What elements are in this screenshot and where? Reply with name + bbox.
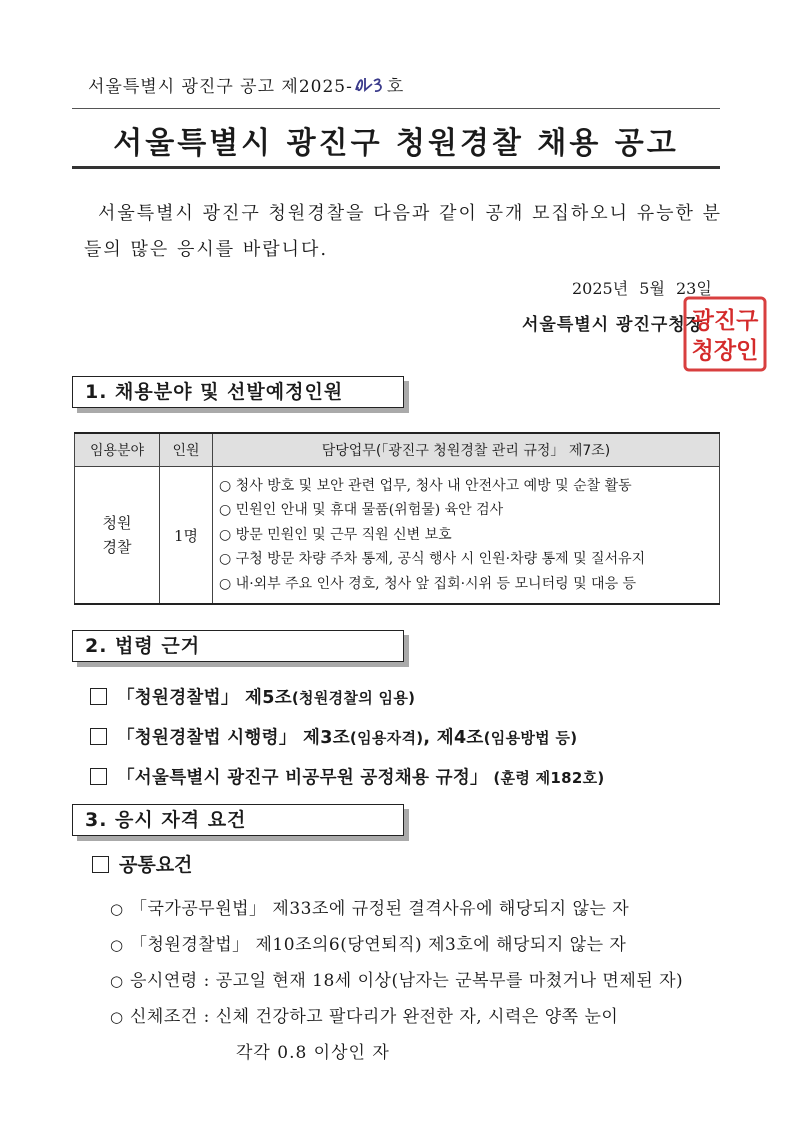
circle-bullet-icon: ○ <box>110 972 124 990</box>
duty-item: ○ 방문 민원인 및 근무 직원 신변 보호 <box>219 526 452 543</box>
field-name: 청원 경찰 <box>102 514 132 556</box>
table-header-duties: 담당업무(「광진구 청원경찰 관리 규정」 제7조) <box>213 433 720 467</box>
requirement-item: ○ 응시연령 : 공고일 현재 18세 이상(남자는 군복무를 마쳤거나 면제된 자) <box>110 971 684 991</box>
circle-bullet-icon: ○ <box>110 900 124 918</box>
circle-bullet-icon: ○ <box>110 1008 124 1026</box>
section-heading-1: 1. 채용분야 및 선발예정인원 <box>72 376 404 408</box>
official-seal <box>681 294 769 374</box>
requirement-continuation: 각각 0.8 이상인 자 <box>236 1043 390 1063</box>
requirement-item: ○ 「청원경찰법」 제10조의6(당연퇴직) 제3호에 해당되지 않는 자 <box>110 935 627 955</box>
notice-number <box>88 72 404 97</box>
notice-number-prefix: 서울특별시 광진구 공고 제2025- <box>88 77 353 97</box>
table-header-field: 임용분야 <box>75 433 160 467</box>
legal-basis-item: 「청원경찰법」 제5조(청원경찰의 임용) <box>90 684 415 709</box>
circle-bullet-icon: ○ <box>110 936 124 954</box>
duty-item: ○ 청사 방호 및 보안 관련 업무, 청사 내 안전사고 예방 및 순찰 활동 <box>219 477 632 494</box>
checkbox-icon <box>92 856 109 873</box>
seal-text-bottom: 청장인 <box>691 338 759 364</box>
checkbox-icon <box>90 688 107 705</box>
requirement-item: ○ 「국가공무원법」 제33조에 규정된 결격사유에 해당되지 않는 자 <box>110 899 630 919</box>
handwritten-number <box>353 75 387 95</box>
section-heading-3: 3. 응시 자격 요건 <box>72 804 404 836</box>
notice-number-suffix: 호 <box>386 77 405 97</box>
legal-basis-item: 「청원경찰법 시행령」 제3조(임용자격), 제4조(임용방법 등) <box>90 724 577 749</box>
duty-item: ○ 구청 방문 차량 주차 통제, 공식 행사 시 인원·차량 통제 및 질서유지 <box>219 551 646 568</box>
checkbox-icon <box>90 728 107 745</box>
requirement-item: ○ 신체조건 : 신체 건강하고 팔다리가 완전한 자, 시력은 양쪽 눈이 <box>110 1007 619 1027</box>
divider <box>72 108 720 109</box>
table-header-count: 인원 <box>160 433 213 467</box>
issuer-name: 서울특별시 광진구청장 <box>522 315 704 335</box>
checkbox-icon <box>90 768 107 785</box>
section-heading-2: 2. 법령 근거 <box>72 630 404 662</box>
page-title: 서울특별시 광진구 청원경찰 채용 공고 <box>113 126 679 161</box>
divider <box>72 166 720 169</box>
legal-basis-item: 「서울특별시 광진구 비공무원 공정채용 규정」 (훈령 제182호) <box>90 764 605 789</box>
intro-paragraph: 서울특별시 광진구 청원경찰을 다음과 같이 공개 모집하오니 유능한 분들의 많은 응시를 바랍니다. <box>84 203 723 260</box>
duty-item: ○ 내·외부 주요 인사 경호, 청사 앞 집회·시위 등 모니터링 및 대응 등 <box>219 575 637 592</box>
notice-date: 2025년 5월 23일 <box>572 279 712 298</box>
common-requirements-heading: 공통요건 <box>92 850 192 877</box>
table-cell-duties <box>213 467 720 605</box>
table-cell-field <box>75 467 160 605</box>
table-cell-count: 1명 <box>160 467 213 605</box>
seal-text-top: 광진구 <box>691 308 759 334</box>
duty-item: ○ 민원인 안내 및 휴대 물품(위험물) 육안 검사 <box>219 502 504 519</box>
recruitment-table <box>74 432 720 605</box>
